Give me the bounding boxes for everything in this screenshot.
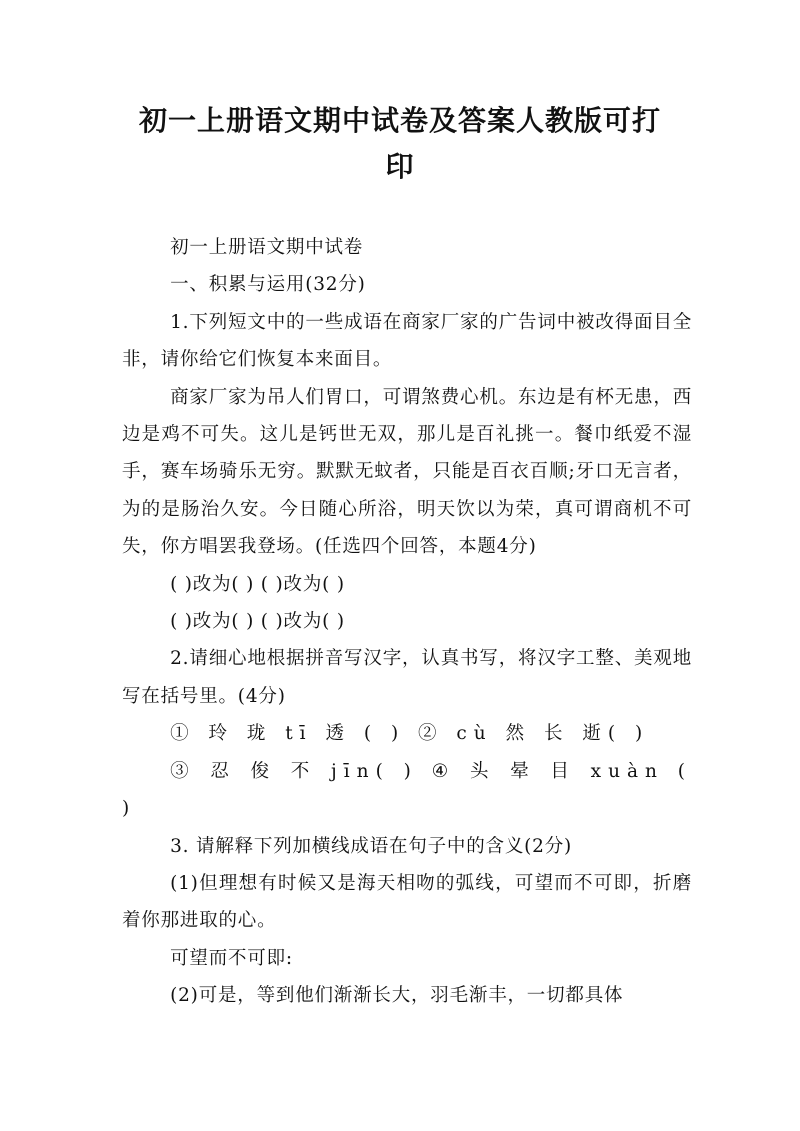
section-heading: 一、积累与运用(32分) [170,274,366,296]
title-line-2: 印 [385,150,415,183]
question-3-item-2: (2)可是，等到他们渐渐长大，羽毛渐丰，一切都具体 [170,985,624,1007]
document-body [122,229,692,1015]
answer-prompt: 可望而不可即: [170,947,293,969]
question-3: 3. 请解释下列加横线成语在句子中的含义(2分) [170,835,573,857]
title-line-1: 初一上册语文期中试卷及答案人教版可打 [138,104,661,137]
answer-line-1: ( )改为( ) ( )改为( ) [170,573,345,595]
question-3-item-1: (1)但理想有时候又是海天相吻的弧线，可望而不可即，折磨着你那进取的心。 [122,872,692,932]
pinyin-line-2: ③ 忍 俊 不 jīn( ) ④ 头 晕 目 xuàn ( ) [122,760,692,820]
question-1: 1.下列短文中的一些成语在商家厂家的广告词中被改得面目全非，请你给它们恢复本来面目。 [122,311,692,371]
passage-paragraph: 商家厂家为吊人们胃口，可谓煞费心机。东边是有杯无患，西边是鸡不可失。这儿是钙世无双，那儿是百礼挑一。餐巾纸爱不湿手，赛车场骑乐无穷。默默无蚊者，只能是百衣百顺;牙口无言者，为的是肠治久安。今日随心所浴，明天饮以为荣，真可谓商机不可失，你方唱罢我登场。(任选四个回答，本题4分) [122,386,692,558]
answer-line-2: ( )改为( ) ( )改为( ) [170,611,345,633]
document-title [100,98,700,190]
subtitle-paragraph: 初一上册语文期中试卷 [170,237,364,258]
pinyin-line-1: ① 玲 珑 tī 透 ( ) ② cù 然 长 逝( ) [170,723,650,745]
question-2: 2.请细心地根据拼音写汉字，认真书写，将汉字工整、美观地写在括号里。(4分) [122,648,692,707]
